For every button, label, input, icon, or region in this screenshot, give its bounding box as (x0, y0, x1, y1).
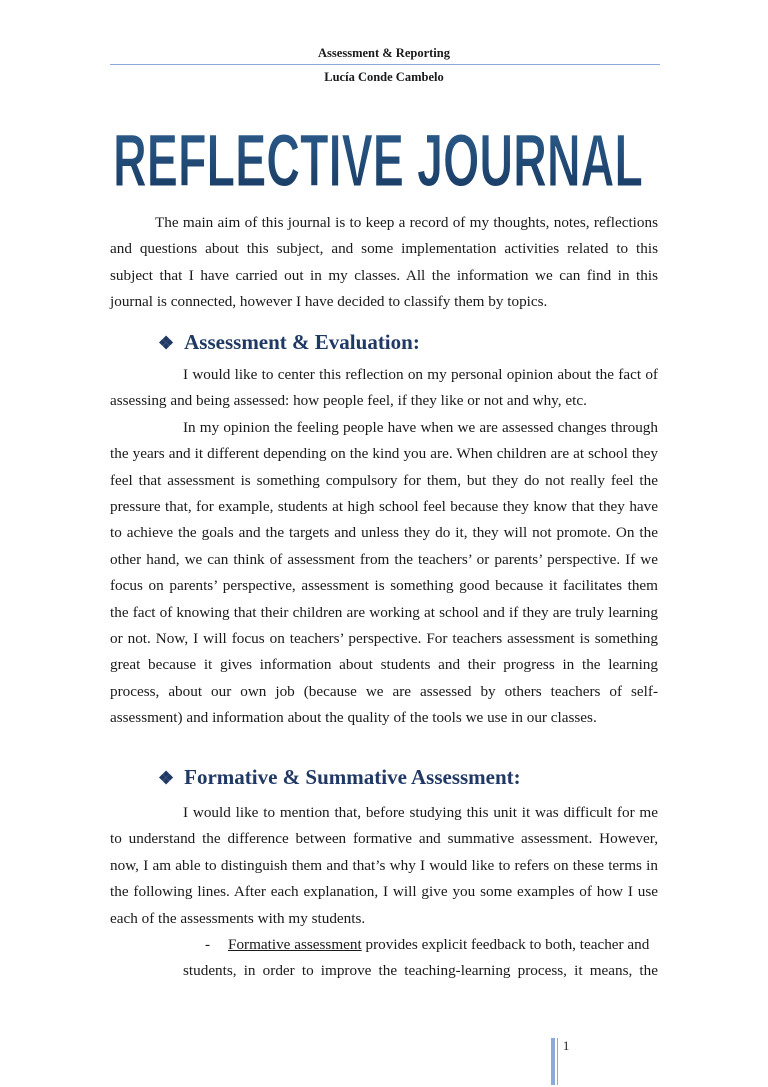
paragraph: In my opinion the feeling people have when we are assessed changes through the years and it different depending on the kind you are. When children are at school they feel that assessment is something compulsory for them, but they do not really feel the pressure that, for example, students at high school feel because they know that they have to achieve the goals and the targets and unless they do it, they will not promote. On the other hand, we can think of assessment from the teachers’ or parents’ perspective. If we focus on parents’ perspective, assessment is something good because it facilitates them the fact of knowing that their children are working at school and if they are truly learning or not. Now, I will focus on teachers’ perspective. For teachers assessment is something great because it gives information about students and their progress in the learning process, about our own job (because we are assessed by others teachers of self-assessment) and information about the quality of the tools we use in our classes. (110, 418, 658, 727)
title-text: REFLECTIVE JOURNAL (113, 119, 643, 202)
section-heading-formative-summative: ❖ Formative & Summative Assessment: (158, 765, 521, 789)
section-1-body (110, 362, 658, 732)
diamond-bullet-icon: ❖ (158, 333, 175, 353)
list-text-line2: students, in order to improve the teaching-learning process, it means, the (183, 962, 658, 979)
section-2-body (110, 800, 658, 932)
page-number: 1 (563, 1039, 570, 1053)
diamond-bullet-icon: ❖ (158, 768, 175, 788)
header-course: Assessment & Reporting (318, 46, 450, 60)
wordart-title (108, 112, 648, 202)
intro-paragraph (110, 210, 658, 316)
footer-bar-thin (557, 1038, 558, 1085)
list-text-line1: provides explicit feedback to both, teacher and (361, 936, 650, 953)
section-heading-assessment-evaluation: ❖ Assessment & Evaluation: (158, 330, 420, 354)
list-dash: - (205, 936, 211, 953)
footer-bar (551, 1038, 555, 1085)
header-author: Lucía Conde Cambelo (324, 70, 444, 84)
header-rule (110, 64, 660, 65)
paragraph: I would like to center this reflection on my personal opinion about the fact of assessing and being assessed: how people feel, if they like or not and why, etc. (110, 366, 658, 410)
formative-term: Formative assessment (228, 936, 362, 953)
paragraph: I would like to mention that, before studying this unit it was difficult for me to understand the difference between formative and summative assessment. However, now, I am able to distinguish them and that’s why I would like to refers on these terms in the following lines. After each explanation, I will give you some examples of how I use each of the assessments with my students. (110, 804, 658, 927)
intro-text: The main aim of this journal is to keep a record of my thoughts, notes, reflections and questions about this subject, and some implementation activities related to this subject that I have carried out in my classes. All the information we can find in this journal is connected, however I have decided to classify them by topics. (110, 214, 658, 311)
